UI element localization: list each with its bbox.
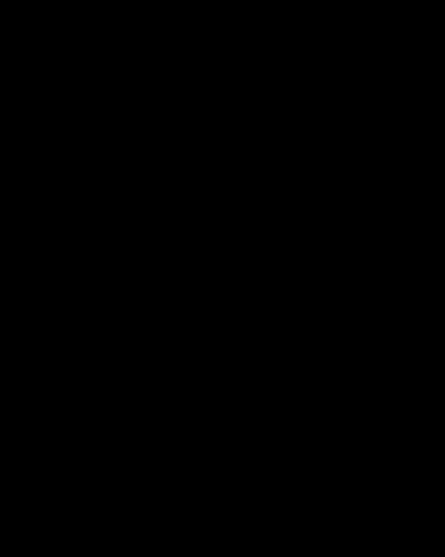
article-body [6,64,439,339]
paragraph-1 [6,64,439,126]
paragraph-2 [6,135,439,197]
paragraph-3 [6,206,439,268]
article-header [6,0,439,58]
paragraph-4 [6,277,439,339]
